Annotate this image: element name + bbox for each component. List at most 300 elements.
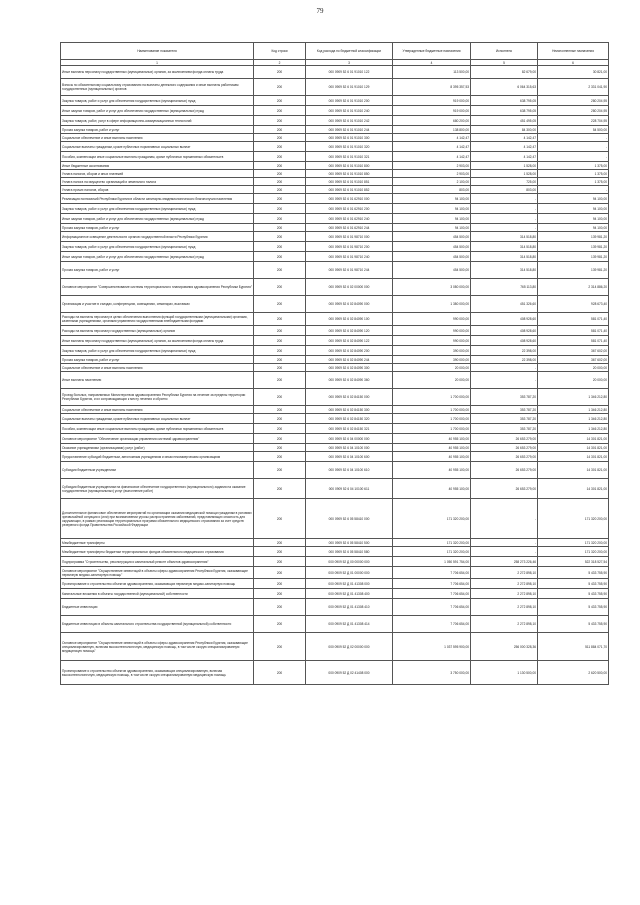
row-approved: 1 380 000,00 bbox=[393, 296, 471, 313]
budget-table bbox=[60, 42, 609, 685]
row-unexecuted: 522 318 527,54 bbox=[538, 557, 609, 567]
row-executed: - bbox=[471, 372, 538, 389]
row-line-code: 200 bbox=[254, 557, 306, 567]
table-row bbox=[61, 589, 609, 599]
row-line-code: 200 bbox=[254, 326, 306, 336]
row-unexecuted: - bbox=[538, 142, 609, 152]
row-executed: 353 787,20 bbox=[471, 414, 538, 424]
row-unexecuted: 139 981,20 bbox=[538, 242, 609, 252]
row-approved: 8 395 357,53 bbox=[393, 79, 471, 96]
row-line-code: 200 bbox=[254, 116, 306, 126]
row-executed: 638 795,05 bbox=[471, 106, 538, 116]
row-budget-code: 000 0909 52 6 02 84090 200 bbox=[306, 346, 393, 356]
row-line-code: 200 bbox=[254, 313, 306, 326]
row-line-code: 200 bbox=[254, 170, 306, 178]
row-approved: 2 903,00 bbox=[393, 170, 471, 178]
row-name: Прочая закупка товаров, работ и услуг bbox=[61, 126, 254, 134]
row-approved: 390 000,00 bbox=[393, 356, 471, 364]
row-budget-code: 000 0909 52 6 02 84090 100 bbox=[306, 313, 393, 326]
table-row bbox=[61, 579, 609, 589]
row-executed: 26 653 279,00 bbox=[471, 444, 538, 452]
table-row bbox=[61, 414, 609, 424]
row-executed: 408 928,60 bbox=[471, 313, 538, 326]
row-unexecuted: 280 204,95 bbox=[538, 96, 609, 106]
row-line-code: 200 bbox=[254, 224, 306, 232]
row-executed: 4 142,47 bbox=[471, 134, 538, 142]
row-unexecuted: 5 433 755,90 bbox=[538, 599, 609, 616]
row-name: Социальные выплаты гражданам, кроме публичных нормативных социальных выплат bbox=[61, 414, 254, 424]
row-executed: - bbox=[471, 204, 538, 214]
row-approved: 40 955 100,00 bbox=[393, 462, 471, 479]
row-unexecuted: 367 602,00 bbox=[538, 356, 609, 364]
row-name: Основное мероприятие "Осуществление инвестиций в объекты сферы здравоохранения Республики Бурятия, оказывающие специализированную, включая высокотехнологичную, медицинскую помощь, в том числе скорую специализированную медицинскую помощь" bbox=[61, 633, 254, 661]
table-row bbox=[61, 452, 609, 462]
row-executed: - bbox=[471, 547, 538, 557]
row-approved: 40 955 100,00 bbox=[393, 434, 471, 444]
row-name: Предоставление субсидий бюджетным, автономным учреждениям и иным некоммерческим организациям bbox=[61, 452, 254, 462]
row-unexecuted: 20 000,00 bbox=[538, 364, 609, 372]
row-approved: 94 100,00 bbox=[393, 194, 471, 204]
row-executed: 6 064 315,63 bbox=[471, 79, 538, 96]
row-unexecuted: 20 000,00 bbox=[538, 372, 609, 389]
row-executed: 26 653 279,00 bbox=[471, 462, 538, 479]
table-row bbox=[61, 214, 609, 224]
row-line-code: 200 bbox=[254, 616, 306, 633]
row-line-code: 200 bbox=[254, 232, 306, 242]
row-executed: 765 113,80 bbox=[471, 279, 538, 296]
row-approved: 20 000,00 bbox=[393, 364, 471, 372]
row-executed: 2 272 898,10 bbox=[471, 599, 538, 616]
row-approved: 919 000,00 bbox=[393, 96, 471, 106]
row-approved: 990 000,00 bbox=[393, 326, 471, 336]
row-budget-code: 000 0909 52 6 02 84090 360 bbox=[306, 372, 393, 389]
row-line-code: 200 bbox=[254, 434, 306, 444]
row-budget-code: 000 0909 52 6 01 91010 244 bbox=[306, 126, 393, 134]
row-approved: 1 050 591 754,00 bbox=[393, 557, 471, 567]
row-name: Социальное обеспечение и иные выплаты населению bbox=[61, 364, 254, 372]
row-line-code: 200 bbox=[254, 296, 306, 313]
row-line-code: 200 bbox=[254, 142, 306, 152]
table-row bbox=[61, 444, 609, 452]
row-budget-code: 000 0909 52 6 01 91010 300 bbox=[306, 134, 393, 142]
row-executed: 2 272 898,10 bbox=[471, 616, 538, 633]
row-line-code: 200 bbox=[254, 106, 306, 116]
row-approved: 3 750 000,00 bbox=[393, 661, 471, 685]
row-unexecuted: 14 301 821,00 bbox=[538, 479, 609, 499]
table-row bbox=[61, 279, 609, 296]
table-row bbox=[61, 262, 609, 279]
row-line-code: 200 bbox=[254, 178, 306, 186]
row-line-code: 200 bbox=[254, 346, 306, 356]
row-unexecuted: 2 620 500,00 bbox=[538, 661, 609, 685]
table-row bbox=[61, 599, 609, 616]
row-approved: 7 706 654,00 bbox=[393, 599, 471, 616]
row-line-code: 200 bbox=[254, 242, 306, 252]
row-line-code: 200 bbox=[254, 79, 306, 96]
row-budget-code: 000 0909 52 6 02 84150 000 bbox=[306, 389, 393, 406]
row-name: Социальное обеспечение и иные выплаты населению bbox=[61, 406, 254, 414]
row-name: Пособия, компенсации иные социальные выплаты гражданам, кроме публичных нормативных обязательств bbox=[61, 424, 254, 434]
row-executed: 353 787,20 bbox=[471, 424, 538, 434]
row-name: Закупка товаров, работ и услуг для обеспечения государственных (муниципальных) нужд bbox=[61, 346, 254, 356]
row-budget-code: 000 0909 52 Д 01 41308 410 bbox=[306, 599, 393, 616]
row-executed: 4 142,47 bbox=[471, 142, 538, 152]
row-executed: 314 518,80 bbox=[471, 232, 538, 242]
table-row bbox=[61, 66, 609, 79]
row-executed: 26 653 279,00 bbox=[471, 479, 538, 499]
row-executed: 258 273 226,46 bbox=[471, 557, 538, 567]
row-budget-code: 000 0909 52 6 05 58410 000 bbox=[306, 499, 393, 539]
table-row bbox=[61, 661, 609, 685]
table-row bbox=[61, 170, 609, 178]
row-approved: 4 142,47 bbox=[393, 152, 471, 162]
row-budget-code: 000 0909 52 6 04 10100 611 bbox=[306, 479, 393, 499]
row-approved: 7 706 654,00 bbox=[393, 579, 471, 589]
row-unexecuted: - bbox=[538, 152, 609, 162]
row-line-code: 200 bbox=[254, 479, 306, 499]
row-line-code: 200 bbox=[254, 547, 306, 557]
row-approved: 171 320 200,00 bbox=[393, 547, 471, 557]
table-row bbox=[61, 346, 609, 356]
table-row bbox=[61, 633, 609, 661]
row-approved: 7 706 654,00 bbox=[393, 616, 471, 633]
table-row bbox=[61, 186, 609, 194]
row-budget-code: 000 0909 52 6 05 58410 500 bbox=[306, 539, 393, 547]
row-unexecuted: 94 100,00 bbox=[538, 194, 609, 204]
row-approved: 40 955 100,00 bbox=[393, 444, 471, 452]
row-line-code: 200 bbox=[254, 96, 306, 106]
table-row bbox=[61, 152, 609, 162]
row-line-code: 200 bbox=[254, 162, 306, 170]
row-approved: 454 500,00 bbox=[393, 232, 471, 242]
row-name: Организация и участие в съездах, конференциях, совещаниях, семинарах, выставках bbox=[61, 296, 254, 313]
table-row bbox=[61, 336, 609, 346]
header-approved: Утвержденные бюджетные назначения bbox=[393, 43, 471, 60]
row-approved: 990 000,00 bbox=[393, 313, 471, 326]
row-executed: 451 495,05 bbox=[471, 116, 538, 126]
row-budget-code: 000 0909 52 Д 01 41308 000 bbox=[306, 579, 393, 589]
row-budget-code: 000 0909 52 6 01 91010 242 bbox=[306, 116, 393, 126]
row-name: Закупка товаров, работ и услуг для обеспечения государственных (муниципальных) нужд bbox=[61, 242, 254, 252]
row-executed: 26 653 279,00 bbox=[471, 452, 538, 462]
row-approved: 94 100,00 bbox=[393, 214, 471, 224]
row-budget-code: 000 0909 52 6 01 91010 240 bbox=[306, 106, 393, 116]
row-name: Прочая закупка товаров, работ и услуг bbox=[61, 356, 254, 364]
row-unexecuted: 94 100,00 bbox=[538, 224, 609, 232]
row-approved: 1 037 595 900,00 bbox=[393, 633, 471, 661]
row-unexecuted: 171 320 200,00 bbox=[538, 539, 609, 547]
row-budget-code: 000 0909 52 6 01 98710 000 bbox=[306, 232, 393, 242]
row-unexecuted: 5 433 755,90 bbox=[538, 616, 609, 633]
row-line-code: 200 bbox=[254, 372, 306, 389]
row-name: Закупка товаров, работ и услуг для обеспечения государственных (муниципальных) нужд bbox=[61, 204, 254, 214]
row-unexecuted: 1 375,00 bbox=[538, 170, 609, 178]
row-unexecuted: 581 071,40 bbox=[538, 336, 609, 346]
row-executed: 314 518,80 bbox=[471, 242, 538, 252]
row-budget-code: 000 0909 52 6 01 91010 320 bbox=[306, 142, 393, 152]
row-unexecuted: 14 301 821,00 bbox=[538, 444, 609, 452]
row-executed: 26 653 279,00 bbox=[471, 434, 538, 444]
row-budget-code: 000 0909 52 6 02 84090 120 bbox=[306, 326, 393, 336]
row-executed: - bbox=[471, 194, 538, 204]
row-name: Реализация полномочий Республики Бурятия в области санитарно-эпидемиологического благополучия населения bbox=[61, 194, 254, 204]
row-name: Основное мероприятие "Осуществление инвестиций в объекты сферы здравоохранения Республики Бурятия, оказывающие первичную медико-санитарную помощь" bbox=[61, 567, 254, 579]
row-name: Иные выплаты персоналу государственных (муниципальных) органов, за исключением фонда оплаты труда bbox=[61, 66, 254, 79]
row-line-code: 200 bbox=[254, 204, 306, 214]
row-line-code: 200 bbox=[254, 252, 306, 262]
row-name: Расходы на выплаты персоналу в целях обеспечения выполнения функций государственными (муниципальными) органами, казенными учреждениями, органами управления государственными внебюджетными фондами bbox=[61, 313, 254, 326]
table-row bbox=[61, 178, 609, 186]
table-row bbox=[61, 462, 609, 479]
row-line-code: 200 bbox=[254, 579, 306, 589]
row-budget-code: 000 0909 52 Д 00 00000 000 bbox=[306, 557, 393, 567]
row-name: Социальные выплаты гражданам, кроме публичных нормативных социальных выплат bbox=[61, 142, 254, 152]
row-unexecuted: 928 673,40 bbox=[538, 296, 609, 313]
row-approved: 4 142,47 bbox=[393, 142, 471, 152]
row-unexecuted: 14 301 821,00 bbox=[538, 462, 609, 479]
table-row bbox=[61, 479, 609, 499]
row-approved: 2 100,00 bbox=[393, 178, 471, 186]
header-budget-code: Код расхода по бюджетной классификации bbox=[306, 43, 393, 60]
header-executed: Исполнено bbox=[471, 43, 538, 60]
row-budget-code: 000 0909 52 6 02 84090 244 bbox=[306, 356, 393, 364]
column-number: 2 bbox=[254, 60, 306, 66]
row-approved: 40 955 100,00 bbox=[393, 452, 471, 462]
row-budget-code: 000 0909 52 6 01 91010 122 bbox=[306, 66, 393, 79]
row-approved: 1 700 000,00 bbox=[393, 414, 471, 424]
header-line-code: Код строки bbox=[254, 43, 306, 60]
row-executed: 353 787,20 bbox=[471, 406, 538, 414]
row-budget-code: 000 0909 52 6 02 84090 122 bbox=[306, 336, 393, 346]
row-name: Межбюджетные трансферты бюджетам территориальных фондов обязательного медицинского страхования bbox=[61, 547, 254, 557]
row-name: Бюджетные инвестиции в объекты капитального строительства государственной (муниципальной) собственности bbox=[61, 616, 254, 633]
row-name: Иные выплаты населению bbox=[61, 372, 254, 389]
row-executed: 1 528,00 bbox=[471, 162, 538, 170]
row-line-code: 200 bbox=[254, 262, 306, 279]
row-approved: 680 200,00 bbox=[393, 116, 471, 126]
row-name: Бюджетные инвестиции bbox=[61, 599, 254, 616]
row-executed: - bbox=[471, 539, 538, 547]
row-unexecuted: 581 071,40 bbox=[538, 313, 609, 326]
row-unexecuted: 5 433 755,90 bbox=[538, 589, 609, 599]
row-name: Социальное обеспечение и иные выплаты населению bbox=[61, 134, 254, 142]
row-line-code: 200 bbox=[254, 499, 306, 539]
row-budget-code: 000 0909 52 6 02 84150 320 bbox=[306, 414, 393, 424]
row-unexecuted: 581 071,40 bbox=[538, 326, 609, 336]
row-name: Закупка товаров, работ и услуг для обеспечения государственных (муниципальных) нужд bbox=[61, 96, 254, 106]
row-name: Дополнительное финансовое обеспечение мероприятий по организации оказания медицинской помощи гражданам в условиях чрезвычайной ситуации и (или) при возникновении угрозы распространения заболеваний, представляющих опасность для окружающих, в рамках реализации территориальных программ обязательного медицинского страхования за счет средств резервного фонда Правительства Российской Федерации bbox=[61, 499, 254, 539]
row-line-code: 200 bbox=[254, 661, 306, 685]
row-approved: 1 700 000,00 bbox=[393, 424, 471, 434]
row-name: Межбюджетные трансферты bbox=[61, 539, 254, 547]
row-executed: 803,00 bbox=[471, 186, 538, 194]
row-approved: 4 142,47 bbox=[393, 134, 471, 142]
row-executed: 408 928,60 bbox=[471, 336, 538, 346]
row-name: Прочая закупка товаров, работ и услуг bbox=[61, 262, 254, 279]
row-name: Проезд больных, направляемых Министерством здравоохранения Республики Бурятия на лечение за пределы территории Республики Бурятия, и их сопровождающих к месту лечения и обратно bbox=[61, 389, 254, 406]
row-budget-code: 000 0909 52 Д 01 41308 400 bbox=[306, 589, 393, 599]
row-line-code: 200 bbox=[254, 406, 306, 414]
row-line-code: 200 bbox=[254, 444, 306, 452]
table-row bbox=[61, 232, 609, 242]
row-budget-code: 000 0909 52 6 04 10100 600 bbox=[306, 452, 393, 462]
row-budget-code: 000 0909 52 6 01 91010 852 bbox=[306, 186, 393, 194]
row-name: Информационное освещение деятельности органов государственной власти Республики Бурятия bbox=[61, 232, 254, 242]
table-row bbox=[61, 224, 609, 232]
table-row bbox=[61, 116, 609, 126]
row-line-code: 200 bbox=[254, 126, 306, 134]
row-line-code: 200 bbox=[254, 567, 306, 579]
header-name: Наименование показателя bbox=[61, 43, 254, 60]
row-budget-code: 000 0909 52 6 01 98710 200 bbox=[306, 242, 393, 252]
row-executed: 256 000 328,36 bbox=[471, 633, 538, 661]
row-unexecuted: 139 981,20 bbox=[538, 232, 609, 242]
row-approved: 94 100,00 bbox=[393, 224, 471, 232]
row-name: Иные закупки товаров, работ и услуг для обеспечения государственных (муниципальных) нужд bbox=[61, 214, 254, 224]
row-unexecuted: 1 346 212,80 bbox=[538, 389, 609, 406]
row-budget-code: 000 0909 52 Д 01 00000 000 bbox=[306, 567, 393, 579]
table-row bbox=[61, 372, 609, 389]
row-approved: 919 000,00 bbox=[393, 106, 471, 116]
row-budget-code: 000 0909 52 6 01 91010 851 bbox=[306, 178, 393, 186]
row-unexecuted: 139 981,20 bbox=[538, 252, 609, 262]
row-executed: 314 518,80 bbox=[471, 252, 538, 262]
table-row bbox=[61, 204, 609, 214]
page-number: 79 bbox=[316, 7, 324, 15]
row-approved: 138 800,00 bbox=[393, 126, 471, 134]
row-name: Взносы по обязательному социальному страхованию на выплаты денежного содержания и иные выплаты работникам государственных (муниципальных) органов bbox=[61, 79, 254, 96]
row-approved: 454 500,00 bbox=[393, 242, 471, 252]
column-number: 5 bbox=[471, 60, 538, 66]
table-row bbox=[61, 557, 609, 567]
row-executed: - bbox=[471, 214, 538, 224]
row-budget-code: 000 0909 52 6 01 91010 850 bbox=[306, 170, 393, 178]
row-budget-code: 000 0909 52 6 05 58410 580 bbox=[306, 547, 393, 557]
table-row bbox=[61, 539, 609, 547]
row-executed: 725,00 bbox=[471, 178, 538, 186]
row-line-code: 200 bbox=[254, 364, 306, 372]
row-name: Основное мероприятие "Совершенствование системы территориального планирования здравоохранения Республики Бурятия" bbox=[61, 279, 254, 296]
row-line-code: 200 bbox=[254, 152, 306, 162]
row-budget-code: 000 0909 52 6 02 84150 300 bbox=[306, 406, 393, 414]
row-line-code: 200 bbox=[254, 336, 306, 346]
row-approved: 803,00 bbox=[393, 186, 471, 194]
row-unexecuted: 2 331 041,90 bbox=[538, 79, 609, 96]
table-row bbox=[61, 356, 609, 364]
row-unexecuted: 511 884 071,70 bbox=[538, 633, 609, 661]
row-executed: 2 272 898,10 bbox=[471, 567, 538, 579]
row-executed: - bbox=[471, 499, 538, 539]
row-name: Проектирование и строительство объектов здравоохранения, оказывающих первичную медико-санитарную помощь bbox=[61, 579, 254, 589]
row-name: Иные бюджетные ассигнования bbox=[61, 162, 254, 170]
row-approved: 171 320 200,00 bbox=[393, 499, 471, 539]
row-unexecuted: 228 704,95 bbox=[538, 116, 609, 126]
row-budget-code: 000 0909 52 6 01 91010 800 bbox=[306, 162, 393, 170]
row-name: Капитальные вложения в объекты государственной (муниципальной) собственности bbox=[61, 589, 254, 599]
row-unexecuted: 2 314 886,20 bbox=[538, 279, 609, 296]
row-name: Оказание учреждениями (организациями) услуг (работ) bbox=[61, 444, 254, 452]
row-name: Подпрограмма "Строительство, реконструкция и капитальный ремонт объектов здравоохранения" bbox=[61, 557, 254, 567]
row-unexecuted: 1 346 212,80 bbox=[538, 414, 609, 424]
row-executed: 84 300,00 bbox=[471, 126, 538, 134]
row-name: Закупка товаров, работ, услуг в сфере информационно-коммуникационных технологий bbox=[61, 116, 254, 126]
row-budget-code: 000 0909 52 6 01 62910 000 bbox=[306, 194, 393, 204]
row-budget-code: 000 0909 52 Д 01 41308 414 bbox=[306, 616, 393, 633]
row-line-code: 200 bbox=[254, 389, 306, 406]
row-line-code: 200 bbox=[254, 414, 306, 424]
row-name: Иные закупки товаров, работ и услуг для обеспечения государственных (муниципальных) нужд bbox=[61, 106, 254, 116]
row-approved: 20 000,00 bbox=[393, 372, 471, 389]
column-number: 4 bbox=[393, 60, 471, 66]
row-budget-code: 000 0909 52 6 04 00000 000 bbox=[306, 434, 393, 444]
row-approved: 1 700 000,00 bbox=[393, 406, 471, 414]
row-budget-code: 000 0909 52 6 01 62910 244 bbox=[306, 224, 393, 232]
row-unexecuted: 30 821,00 bbox=[538, 66, 609, 79]
row-name: Субсидии бюджетным учреждениям bbox=[61, 462, 254, 479]
row-unexecuted: 1 346 212,80 bbox=[538, 406, 609, 414]
row-line-code: 200 bbox=[254, 214, 306, 224]
row-executed: 4 142,47 bbox=[471, 152, 538, 162]
row-approved: 454 500,00 bbox=[393, 252, 471, 262]
row-approved: 40 955 100,00 bbox=[393, 479, 471, 499]
table-row bbox=[61, 434, 609, 444]
row-name: Прочая закупка товаров, работ и услуг bbox=[61, 224, 254, 232]
table-row bbox=[61, 326, 609, 336]
table-row bbox=[61, 142, 609, 152]
table-row bbox=[61, 424, 609, 434]
row-unexecuted: 14 301 821,00 bbox=[538, 452, 609, 462]
row-approved: 7 706 654,00 bbox=[393, 567, 471, 579]
row-approved: 2 903,00 bbox=[393, 162, 471, 170]
row-name: Основное мероприятие "Обеспечение организации управления системой здравоохранения" bbox=[61, 434, 254, 444]
row-executed: 314 518,80 bbox=[471, 262, 538, 279]
row-executed: 408 928,60 bbox=[471, 326, 538, 336]
table-row bbox=[61, 162, 609, 170]
table-row bbox=[61, 567, 609, 579]
row-executed: 1 130 500,00 bbox=[471, 661, 538, 685]
row-line-code: 200 bbox=[254, 633, 306, 661]
row-executed: - bbox=[471, 224, 538, 232]
table-row bbox=[61, 134, 609, 142]
row-executed: 2 272 898,10 bbox=[471, 579, 538, 589]
row-name: Иные закупки товаров, работ и услуг для обеспечения государственных (муниципальных) нужд bbox=[61, 252, 254, 262]
row-line-code: 200 bbox=[254, 539, 306, 547]
row-executed: 22 398,00 bbox=[471, 356, 538, 364]
table-row bbox=[61, 296, 609, 313]
row-budget-code: 000 0909 52 6 01 98710 244 bbox=[306, 262, 393, 279]
row-approved: 390 000,00 bbox=[393, 346, 471, 356]
row-executed: 353 787,20 bbox=[471, 389, 538, 406]
row-budget-code: 000 0909 52 6 02 00000 000 bbox=[306, 279, 393, 296]
row-executed: 2 272 898,10 bbox=[471, 589, 538, 599]
table-row bbox=[61, 126, 609, 134]
row-line-code: 200 bbox=[254, 134, 306, 142]
row-unexecuted: 171 320 200,00 bbox=[538, 547, 609, 557]
row-name: Проектирование и строительство объектов здравоохранения, оказывающих специализированную, включая высокотехнологичную, медицинскую помощь, в том числе скорую специализированную медицинскую помощь bbox=[61, 661, 254, 685]
row-unexecuted: 5 433 755,90 bbox=[538, 567, 609, 579]
row-unexecuted: 14 301 821,00 bbox=[538, 434, 609, 444]
row-unexecuted: 94 100,00 bbox=[538, 204, 609, 214]
row-unexecuted: 1 346 212,80 bbox=[538, 424, 609, 434]
row-unexecuted: 280 204,95 bbox=[538, 106, 609, 116]
row-approved: 113 500,00 bbox=[393, 66, 471, 79]
row-approved: 990 000,00 bbox=[393, 336, 471, 346]
table-body bbox=[61, 66, 609, 685]
row-line-code: 200 bbox=[254, 424, 306, 434]
table-row bbox=[61, 499, 609, 539]
row-unexecuted: - bbox=[538, 186, 609, 194]
row-name: Уплата налогов, сборов и иных платежей bbox=[61, 170, 254, 178]
